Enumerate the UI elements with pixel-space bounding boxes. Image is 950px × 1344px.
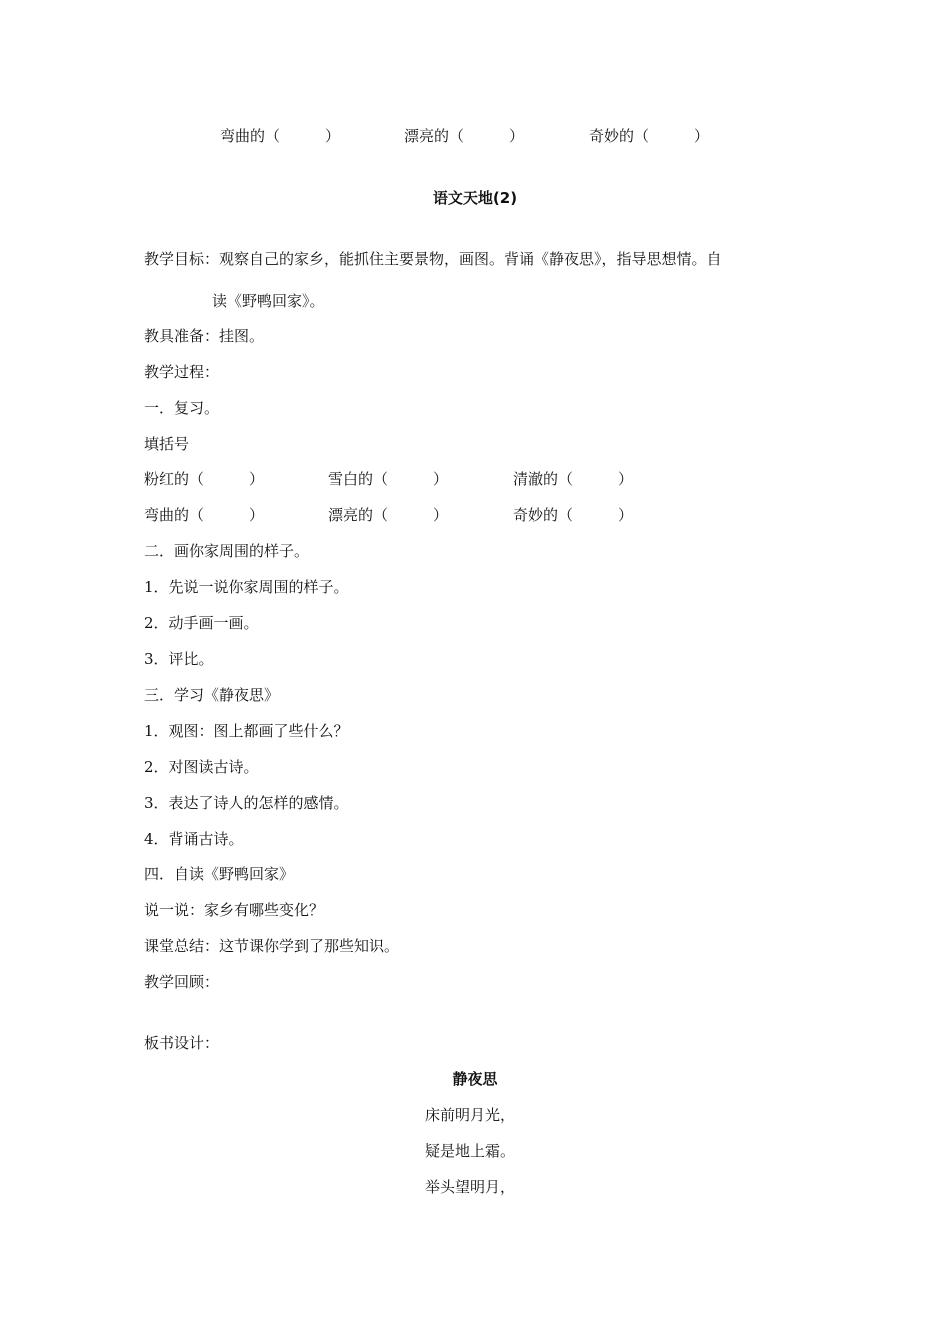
section-title: 语文天地(2) — [432, 189, 518, 207]
section-2-heading: 二．画你家周围的样子。 — [144, 542, 310, 560]
fill-item: 奇妙的（ ） — [513, 506, 634, 524]
fill-item: 雪白的（ ） — [328, 470, 449, 488]
talk-prompt: 说一说：家乡有哪些变化？ — [144, 901, 325, 919]
fill-item: 弯曲的（ ） — [220, 127, 341, 145]
section-3-item-4: 4．背诵古诗。 — [144, 830, 244, 848]
teaching-review: 教学回顾： — [144, 973, 220, 991]
section-2-item-1: 1．先说一说你家周围的样子。 — [144, 578, 349, 596]
fill-row-2 — [0, 505, 950, 525]
section-3-item-3: 3．表达了诗人的怎样的感情。 — [144, 794, 349, 812]
fill-row-1 — [0, 469, 950, 489]
fill-item: 奇妙的（ ） — [589, 127, 710, 145]
fill-item: 漂亮的（ ） — [404, 127, 525, 145]
fill-brackets-label: 填括号 — [144, 435, 190, 453]
section-3-item-1: 1．观图：图上都画了些什么？ — [144, 722, 349, 740]
tools-prep: 教具准备：挂图。 — [144, 327, 265, 345]
process-heading: 教学过程： — [144, 363, 220, 381]
section-4-heading: 四．自读《野鸭回家》 — [144, 865, 295, 883]
top-fill-row — [0, 126, 950, 146]
class-summary: 课堂总结：这节课你学到了那些知识。 — [144, 937, 400, 955]
section-3-heading: 三．学习《静夜思》 — [144, 686, 280, 704]
teaching-goal-line1: 教学目标：观察自己的家乡，能抓住主要景物，画图。背诵《静夜思》，指导思想情。自 — [144, 250, 722, 268]
poem-line: 床前明月光， — [425, 1106, 516, 1124]
poem-line: 疑是地上霜。 — [425, 1142, 516, 1160]
board-design-label: 板书设计： — [144, 1034, 220, 1052]
poem-line: 举头望明月， — [425, 1178, 516, 1196]
section-3-item-2: 2．对图读古诗。 — [144, 758, 259, 776]
poem-title: 静夜思 — [452, 1070, 498, 1088]
fill-item: 弯曲的（ ） — [144, 506, 265, 524]
fill-item: 漂亮的（ ） — [328, 506, 449, 524]
fill-item: 粉红的（ ） — [144, 470, 265, 488]
section-1-heading: 一．复习。 — [144, 399, 220, 417]
teaching-goal-line2: 读《野鸭回家》。 — [212, 292, 325, 310]
fill-item: 清澈的（ ） — [513, 470, 634, 488]
section-2-item-3: 3．评比。 — [144, 650, 214, 668]
section-2-item-2: 2．动手画一画。 — [144, 614, 259, 632]
